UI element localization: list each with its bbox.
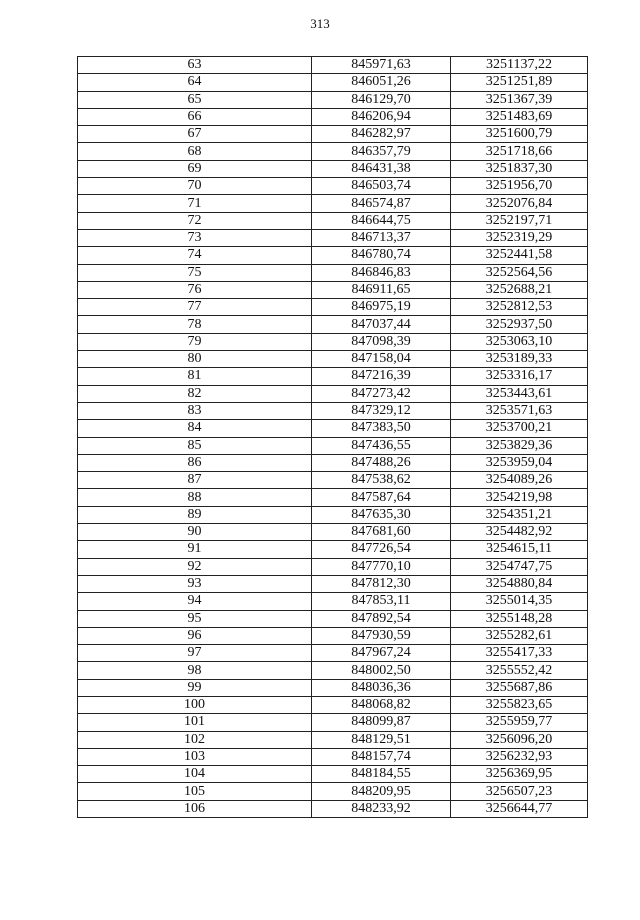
x-coordinate-cell: 846846,83 [312, 264, 451, 281]
y-coordinate-cell: 3253189,33 [451, 351, 588, 368]
table-row [78, 645, 588, 662]
y-coordinate-cell: 3254482,92 [451, 524, 588, 541]
table-row [78, 91, 588, 108]
y-coordinate-cell: 3251718,66 [451, 143, 588, 160]
table-row [78, 74, 588, 91]
y-coordinate-cell: 3251956,70 [451, 178, 588, 195]
table-row [78, 143, 588, 160]
table-row [78, 316, 588, 333]
y-coordinate-cell: 3255282,61 [451, 627, 588, 644]
table-row [78, 558, 588, 575]
x-coordinate-cell: 847681,60 [312, 524, 451, 541]
point-number-cell: 103 [78, 748, 312, 765]
x-coordinate-cell: 847726,54 [312, 541, 451, 558]
x-coordinate-cell: 845971,63 [312, 57, 451, 74]
point-number-cell: 93 [78, 575, 312, 592]
table-row [78, 472, 588, 489]
x-coordinate-cell: 847892,54 [312, 610, 451, 627]
table-row [78, 610, 588, 627]
point-number-cell: 67 [78, 126, 312, 143]
table-row [78, 783, 588, 800]
point-number-cell: 69 [78, 160, 312, 177]
point-number-cell: 85 [78, 437, 312, 454]
table-row [78, 281, 588, 298]
table-row [78, 489, 588, 506]
table-row [78, 731, 588, 748]
y-coordinate-cell: 3251600,79 [451, 126, 588, 143]
point-number-cell: 74 [78, 247, 312, 264]
x-coordinate-cell: 847273,42 [312, 385, 451, 402]
y-coordinate-cell: 3251251,89 [451, 74, 588, 91]
x-coordinate-cell: 846431,38 [312, 160, 451, 177]
table-row [78, 437, 588, 454]
point-number-cell: 86 [78, 454, 312, 471]
point-number-cell: 106 [78, 800, 312, 817]
y-coordinate-cell: 3252319,29 [451, 229, 588, 246]
point-number-cell: 102 [78, 731, 312, 748]
y-coordinate-cell: 3252688,21 [451, 281, 588, 298]
table-row [78, 212, 588, 229]
y-coordinate-cell: 3252937,50 [451, 316, 588, 333]
table-row [78, 368, 588, 385]
x-coordinate-cell: 847037,44 [312, 316, 451, 333]
table-row [78, 714, 588, 731]
y-coordinate-cell: 3256644,77 [451, 800, 588, 817]
point-number-cell: 78 [78, 316, 312, 333]
x-coordinate-cell: 846503,74 [312, 178, 451, 195]
table-row [78, 333, 588, 350]
x-coordinate-cell: 847158,04 [312, 351, 451, 368]
y-coordinate-cell: 3252812,53 [451, 299, 588, 316]
table-row [78, 800, 588, 817]
point-number-cell: 81 [78, 368, 312, 385]
y-coordinate-cell: 3255687,86 [451, 679, 588, 696]
point-number-cell: 94 [78, 593, 312, 610]
x-coordinate-cell: 848099,87 [312, 714, 451, 731]
x-coordinate-cell: 846129,70 [312, 91, 451, 108]
table-row [78, 351, 588, 368]
x-coordinate-cell: 847812,30 [312, 575, 451, 592]
x-coordinate-cell: 847488,26 [312, 454, 451, 471]
x-coordinate-cell: 848002,50 [312, 662, 451, 679]
x-coordinate-cell: 847436,55 [312, 437, 451, 454]
table-row [78, 575, 588, 592]
point-number-cell: 89 [78, 506, 312, 523]
y-coordinate-cell: 3255148,28 [451, 610, 588, 627]
point-number-cell: 104 [78, 766, 312, 783]
table-row [78, 195, 588, 212]
x-coordinate-cell: 848068,82 [312, 696, 451, 713]
x-coordinate-cell: 846206,94 [312, 108, 451, 125]
table-row [78, 524, 588, 541]
y-coordinate-cell: 3254747,75 [451, 558, 588, 575]
point-number-cell: 84 [78, 420, 312, 437]
y-coordinate-cell: 3252197,71 [451, 212, 588, 229]
x-coordinate-cell: 848036,36 [312, 679, 451, 696]
y-coordinate-cell: 3256369,95 [451, 766, 588, 783]
x-coordinate-cell: 847853,11 [312, 593, 451, 610]
y-coordinate-cell: 3253063,10 [451, 333, 588, 350]
x-coordinate-cell: 846975,19 [312, 299, 451, 316]
y-coordinate-cell: 3255552,42 [451, 662, 588, 679]
x-coordinate-cell: 847383,50 [312, 420, 451, 437]
x-coordinate-cell: 846644,75 [312, 212, 451, 229]
x-coordinate-cell: 847216,39 [312, 368, 451, 385]
y-coordinate-cell: 3253571,63 [451, 402, 588, 419]
coordinates-table [77, 56, 588, 818]
table-row [78, 178, 588, 195]
point-number-cell: 96 [78, 627, 312, 644]
table-row [78, 264, 588, 281]
point-number-cell: 105 [78, 783, 312, 800]
y-coordinate-cell: 3253959,04 [451, 454, 588, 471]
y-coordinate-cell: 3255417,33 [451, 645, 588, 662]
x-coordinate-cell: 847587,64 [312, 489, 451, 506]
y-coordinate-cell: 3253316,17 [451, 368, 588, 385]
y-coordinate-cell: 3255014,35 [451, 593, 588, 610]
x-coordinate-cell: 847329,12 [312, 402, 451, 419]
y-coordinate-cell: 3252564,56 [451, 264, 588, 281]
y-coordinate-cell: 3252441,58 [451, 247, 588, 264]
table-row [78, 766, 588, 783]
y-coordinate-cell: 3251483,69 [451, 108, 588, 125]
table-row [78, 454, 588, 471]
x-coordinate-cell: 847930,59 [312, 627, 451, 644]
point-number-cell: 90 [78, 524, 312, 541]
point-number-cell: 66 [78, 108, 312, 125]
y-coordinate-cell: 3256096,20 [451, 731, 588, 748]
point-number-cell: 71 [78, 195, 312, 212]
y-coordinate-cell: 3256507,23 [451, 783, 588, 800]
y-coordinate-cell: 3254219,98 [451, 489, 588, 506]
point-number-cell: 76 [78, 281, 312, 298]
x-coordinate-cell: 848157,74 [312, 748, 451, 765]
table-row [78, 593, 588, 610]
point-number-cell: 95 [78, 610, 312, 627]
point-number-cell: 72 [78, 212, 312, 229]
y-coordinate-cell: 3251137,22 [451, 57, 588, 74]
x-coordinate-cell: 846357,79 [312, 143, 451, 160]
point-number-cell: 70 [78, 178, 312, 195]
y-coordinate-cell: 3256232,93 [451, 748, 588, 765]
table-row [78, 627, 588, 644]
point-number-cell: 79 [78, 333, 312, 350]
point-number-cell: 101 [78, 714, 312, 731]
x-coordinate-cell: 848209,95 [312, 783, 451, 800]
x-coordinate-cell: 846051,26 [312, 74, 451, 91]
point-number-cell: 65 [78, 91, 312, 108]
y-coordinate-cell: 3253443,61 [451, 385, 588, 402]
x-coordinate-cell: 846780,74 [312, 247, 451, 264]
x-coordinate-cell: 847635,30 [312, 506, 451, 523]
point-number-cell: 80 [78, 351, 312, 368]
point-number-cell: 87 [78, 472, 312, 489]
table-row [78, 748, 588, 765]
table-row [78, 385, 588, 402]
table-row [78, 420, 588, 437]
x-coordinate-cell: 847967,24 [312, 645, 451, 662]
point-number-cell: 64 [78, 74, 312, 91]
y-coordinate-cell: 3252076,84 [451, 195, 588, 212]
point-number-cell: 82 [78, 385, 312, 402]
table-row [78, 679, 588, 696]
y-coordinate-cell: 3254880,84 [451, 575, 588, 592]
y-coordinate-cell: 3254351,21 [451, 506, 588, 523]
table-row [78, 506, 588, 523]
x-coordinate-cell: 846282,97 [312, 126, 451, 143]
table-row [78, 229, 588, 246]
point-number-cell: 92 [78, 558, 312, 575]
y-coordinate-cell: 3253829,36 [451, 437, 588, 454]
x-coordinate-cell: 847098,39 [312, 333, 451, 350]
table-row [78, 696, 588, 713]
x-coordinate-cell: 848129,51 [312, 731, 451, 748]
point-number-cell: 100 [78, 696, 312, 713]
x-coordinate-cell: 847538,62 [312, 472, 451, 489]
point-number-cell: 73 [78, 229, 312, 246]
table-row [78, 160, 588, 177]
coordinates-table-body [78, 57, 588, 818]
x-coordinate-cell: 847770,10 [312, 558, 451, 575]
table-row [78, 247, 588, 264]
page-number: 313 [310, 16, 330, 31]
y-coordinate-cell: 3251837,30 [451, 160, 588, 177]
x-coordinate-cell: 848233,92 [312, 800, 451, 817]
point-number-cell: 97 [78, 645, 312, 662]
x-coordinate-cell: 846911,65 [312, 281, 451, 298]
point-number-cell: 68 [78, 143, 312, 160]
table-row [78, 57, 588, 74]
y-coordinate-cell: 3251367,39 [451, 91, 588, 108]
table-row [78, 108, 588, 125]
point-number-cell: 75 [78, 264, 312, 281]
table-row [78, 126, 588, 143]
table-row [78, 541, 588, 558]
y-coordinate-cell: 3254615,11 [451, 541, 588, 558]
table-row [78, 299, 588, 316]
y-coordinate-cell: 3253700,21 [451, 420, 588, 437]
x-coordinate-cell: 846713,37 [312, 229, 451, 246]
point-number-cell: 63 [78, 57, 312, 74]
point-number-cell: 83 [78, 402, 312, 419]
point-number-cell: 91 [78, 541, 312, 558]
point-number-cell: 88 [78, 489, 312, 506]
point-number-cell: 98 [78, 662, 312, 679]
x-coordinate-cell: 848184,55 [312, 766, 451, 783]
y-coordinate-cell: 3255959,77 [451, 714, 588, 731]
point-number-cell: 99 [78, 679, 312, 696]
point-number-cell: 77 [78, 299, 312, 316]
y-coordinate-cell: 3254089,26 [451, 472, 588, 489]
y-coordinate-cell: 3255823,65 [451, 696, 588, 713]
x-coordinate-cell: 846574,87 [312, 195, 451, 212]
table-row [78, 402, 588, 419]
table-row [78, 662, 588, 679]
